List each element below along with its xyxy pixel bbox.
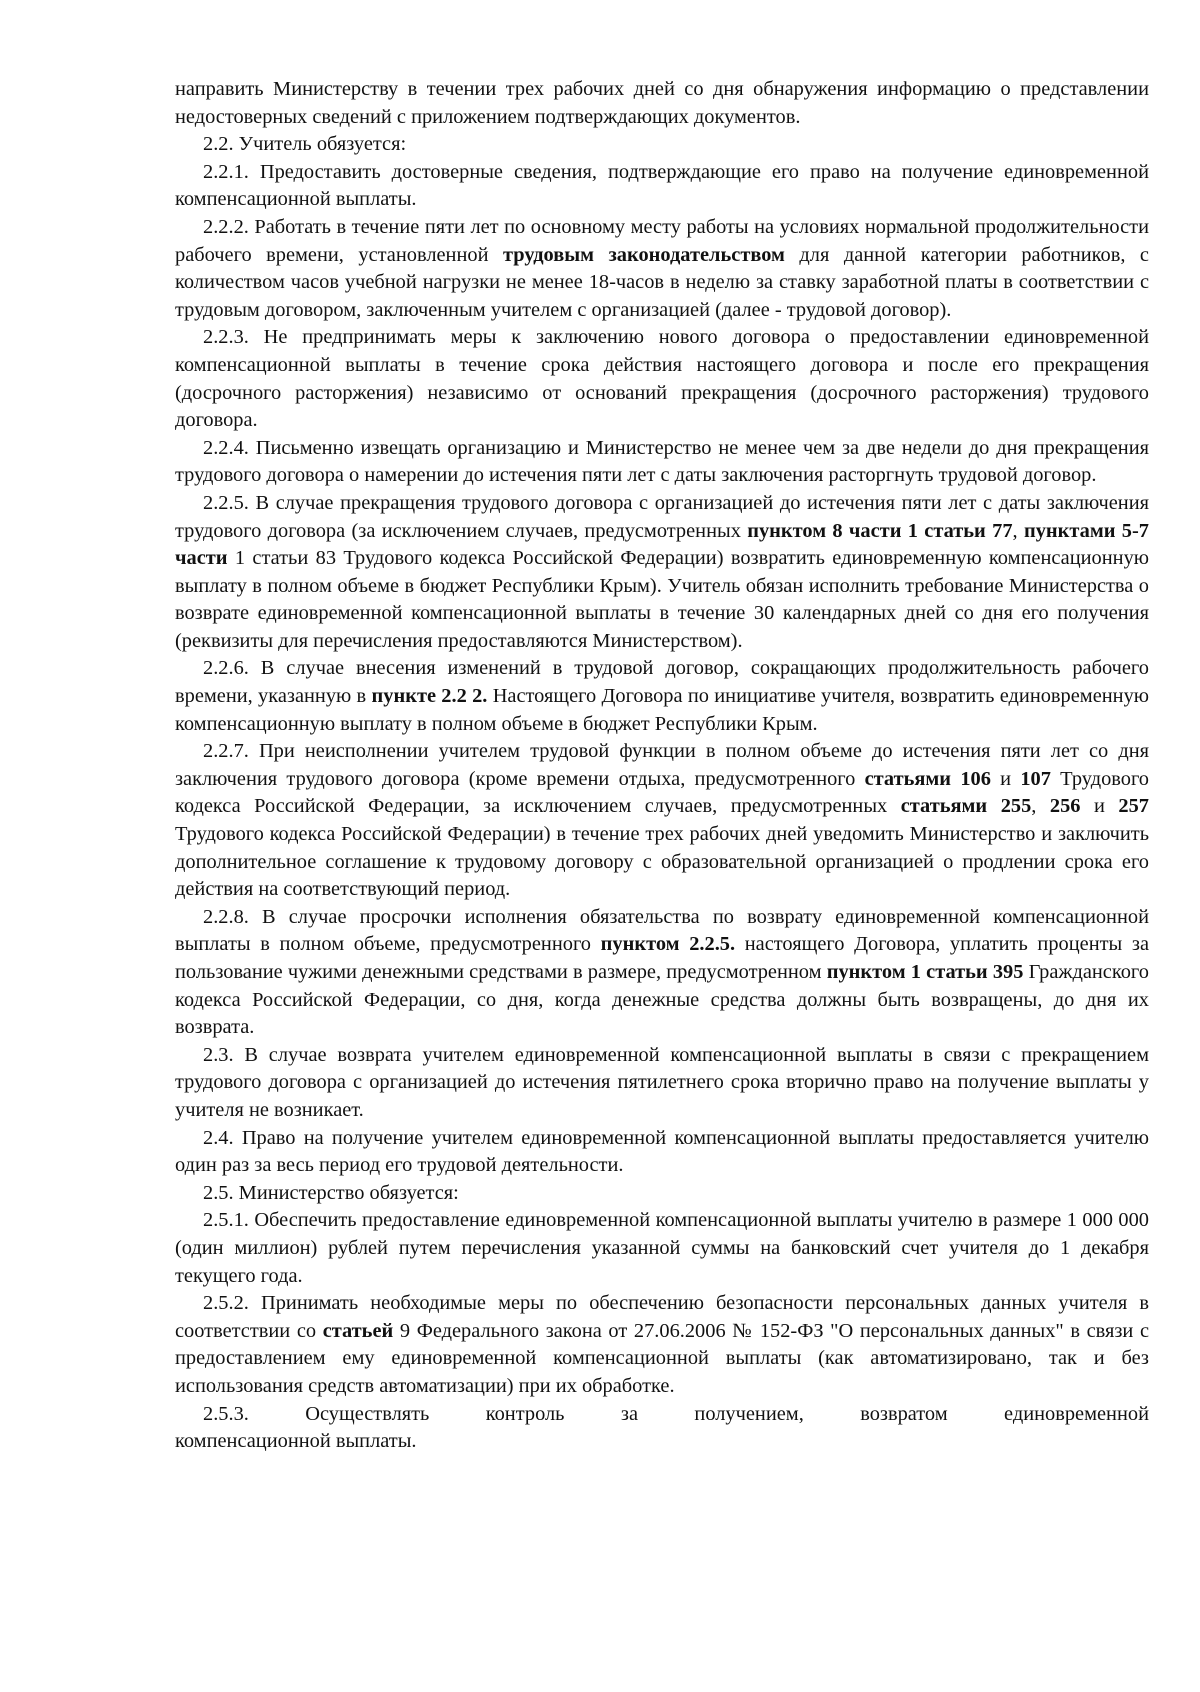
text-run: 2.2.7. При неисполнении учителем трудовой функции в полном объеме до истечения пяти лет со дня заключения трудового договора (кроме времени отдыха, предусмотренного [175,740,1149,790]
paragraph-2-5-2 [175,1290,1149,1400]
bold-reference: трудовым законодательством [503,243,785,266]
text-run: для данной категории работников, с количеством часов учебной нагрузки не менее 18-часов в неделю за ставку заработной платы в соответствии с трудовым договором, заключенным учителем с организацией (далее - трудовой договор). [175,243,1149,321]
text-run: 2.2.8. В случае просрочки исполнения обязательства по возврату единовременной компенсационной выплаты в полном объеме, предусмотренного [175,905,1149,956]
text-run: , [1031,795,1050,818]
bold-reference: пунктом 8 части 1 статьи 77 [747,519,1013,542]
bold-reference: пункте 2.2 2. [371,685,488,708]
bold-reference: 107 [1020,767,1051,790]
bold-reference: 257 [1118,795,1149,818]
text-run: и [990,767,1021,790]
bold-reference: пунктом 1 статьи 395 [826,961,1024,983]
text-run: 2.5.1. Обеспечить предоставление единовременной компенсационной выплаты учителю в размере 1 000 000 (один миллион) рублей путем перечисления указанной суммы на банковский счет учителя до 1 декабря текущего года. [175,1209,1149,1287]
text-run: 2.2.6. В случае внесения изменений в трудовой договор, сокращающих продолжительность рабочего времени, указанную в [175,657,1149,708]
text-run: 2.3. В случае возврата учителем единовременной компенсационной выплаты в связи с прекращением трудового договора с организацией до истечения пятилетнего срока вторично право на получение выплаты у учителя не возникает. [175,1043,1149,1121]
text-run: 9 Федерального закона от 27.06.2006 № 152-ФЗ "О персональных данных" в связи с предоставлением ему единовременной компенсационной выплаты (как автоматизировано, так и без использования средств автоматизации) при их обработке. [175,1319,1149,1397]
bold-reference: статьями 255 [900,795,1032,818]
text-run: 2.5.2. Принимать необходимые меры по обеспечению безопасности персональных данных учителя в соответствии со [175,1292,1149,1342]
paragraph-2-5-3-cont [175,1428,1149,1456]
paragraph-2-2-2 [175,214,1149,324]
text-run: 1 статьи 83 Трудового кодекса Российской Федерации) возвратить единовременную компенсационную выплату в полном объеме в бюджет Республики Крым). Учитель обязан исполнить требование Министерства о возврате единовременной компенсационной выплаты в течение 30 календарных дней со дня его получения (реквизиты для перечисления предоставляются Министерством). [175,547,1149,652]
text-run: и [1080,795,1119,818]
text-run: 2.2.3. Не предпринимать меры к заключению нового договора о предоставлении единовременной компенсационной выплаты в течение срока действия настоящего договора и после его прекращения (досрочного расторжения) независимо от оснований прекращения (досрочного расторжения) трудового договора. [175,326,1149,432]
text-run: 2.2.2. Работать в течение пяти лет по основному месту работы на условиях нормальной продолжительности рабочего времени, установленной [175,215,1149,266]
text-run: компенсационной выплаты. [175,1430,417,1453]
paragraph-2-2-5 [175,490,1149,656]
text-run: Настоящего Договора по инициативе учителя, возвратить единовременную компенсационную выплату в полном объеме в бюджет Республики Крым. [175,685,1150,735]
paragraph-intro [175,76,1149,131]
paragraph-2-2-8 [175,904,1149,1042]
paragraph-2-5-1 [175,1207,1149,1290]
paragraph-2-5-3 [175,1401,1149,1429]
text-run: Трудового кодекса Российской Федерации, за исключением случаев, предусмотренных [175,767,1149,818]
text-run: 2.2.4. Письменно извещать организацию и Министерство не менее чем за две недели до дня прекращения трудового договора о намерении до истечения пяти лет с даты заключения расторгнуть трудовой договор. [175,436,1149,487]
paragraph-2-2-4 [175,435,1149,490]
paragraph-2-4 [175,1125,1149,1180]
bold-reference: статьей [322,1319,394,1342]
text-run: 2.5. Министерство обязуется: [203,1181,459,1204]
paragraph-2-2-1 [175,159,1149,214]
text-run: 2.5.3. Осуществлять контроль за получением, возвратом единовременной [203,1402,1149,1425]
text-run: 2.2.1. Предоставить достоверные сведения, подтверждающие его право на получение единовременной компенсационной выплаты. [175,160,1149,211]
document-page [175,76,1149,1456]
text-run: , [1012,519,1024,542]
bold-reference: 256 [1049,795,1081,818]
bold-reference: пунктом 2.2.5. [600,933,736,956]
text-run: 2.2. Учитель обязуется: [203,133,407,156]
text-run: Гражданского кодекса Российской Федерации, со дня, когда денежные средства должны быть возвращены, до дня их возврата. [175,961,1149,1039]
paragraph-2-2-6 [175,655,1149,738]
paragraph-2-2-7 [175,738,1149,904]
text-run: Трудового кодекса Российской Федерации) в течение трех рабочих дней уведомить Министерство и заключить дополнительное соглашение к трудовому договору с образовательной организацией о продлении срока его действия на соответствующий период. [175,823,1149,901]
bold-reference: статьями 106 [864,767,991,790]
paragraph-2-3 [175,1042,1149,1125]
text-run: 2.4. Право на получение учителем единовременной компенсационной выплаты предоставляется учителю один раз за весь период его трудовой деятельности. [175,1126,1149,1177]
text-run: 2.2.5. В случае прекращения трудового договора с организацией до истечения пяти лет с даты заключения трудового договора (за исключением случаев, предусмотренных [175,491,1149,542]
text-run: настоящего Договора, уплатить проценты за пользование чужими денежными средствами в размере, предусмотренном [175,933,1149,983]
paragraph-2-2-3 [175,324,1149,434]
text-run: направить Министерству в течении трех рабочих дней со дня обнаружения информацию о представлении недостоверных сведений с приложением подтверждающих документов. [175,78,1149,128]
bold-reference: пунктами 5-7 части [175,519,1149,570]
paragraph-2-2 [175,131,1149,159]
paragraph-2-5 [175,1180,1149,1208]
